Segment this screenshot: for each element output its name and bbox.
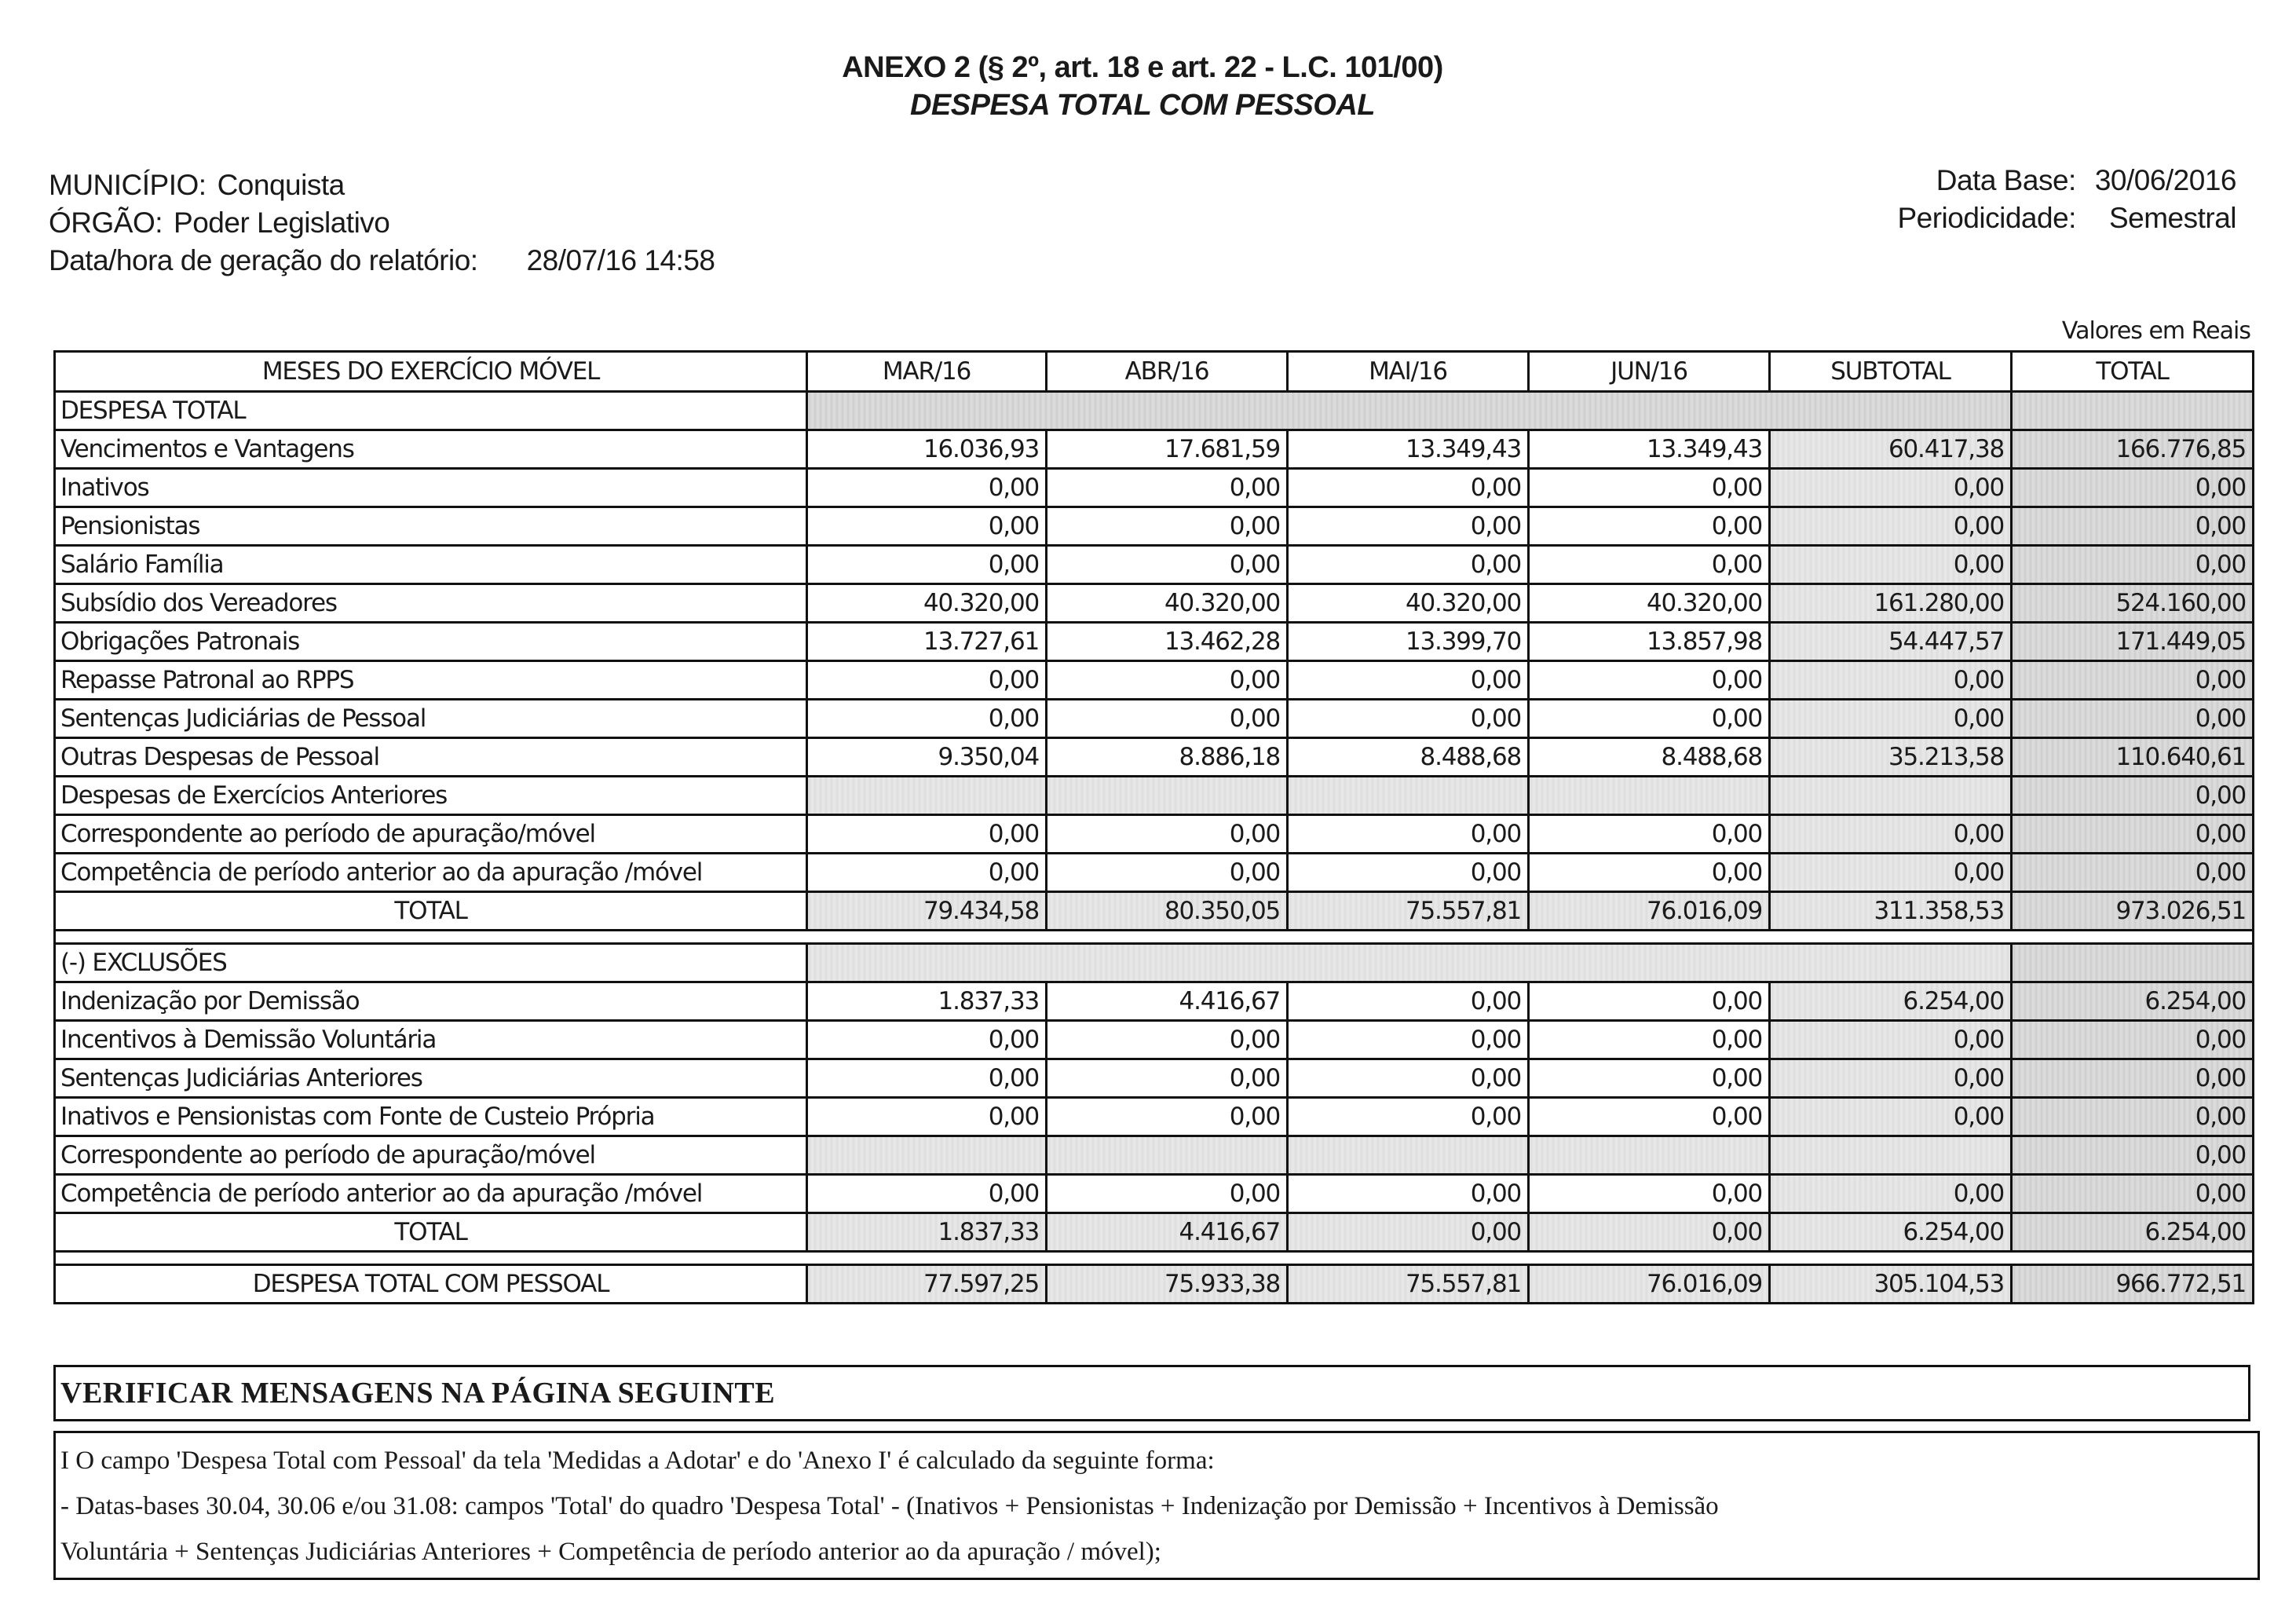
table-row (55, 1098, 2254, 1136)
cell-total: 166.776,85 (2012, 430, 2254, 469)
table-row-exclusoes-correspondente (55, 1136, 2254, 1175)
cell-jun: 40.320,00 (1529, 584, 1770, 623)
cell-abr: 13.462,28 (1047, 623, 1288, 661)
cell-abr: 0,00 (1047, 546, 1288, 584)
cell-mai: 0,00 (1288, 700, 1529, 738)
units-label: Valores em Reais (2061, 317, 2250, 345)
data-base-label: Data Base: (1936, 164, 2076, 196)
cell-jun: 0,00 (1529, 1213, 1770, 1252)
table-row (55, 430, 2254, 469)
cell-mar: 77.597,25 (807, 1265, 1047, 1304)
notes-box (53, 1431, 2260, 1580)
cell-subtotal: 0,00 (1770, 854, 2012, 892)
cell-abr: 0,00 (1047, 1021, 1288, 1059)
cell-mai: 0,00 (1288, 815, 1529, 854)
report-meta-right (1897, 162, 2236, 237)
cell-mar: 0,00 (807, 1021, 1047, 1059)
cell-mar: 0,00 (807, 854, 1047, 892)
section-label: (-) EXCLUSÕES (55, 944, 807, 982)
cell-jun: 0,00 (1529, 469, 1770, 507)
cell-total: 6.254,00 (2012, 982, 2254, 1021)
messages-headline-box (53, 1365, 2250, 1421)
note-line: - Datas-bases 30.04, 30.06 e/ou 31.08: campos 'Total' do quadro 'Despesa Total' - (Inativos + Pensionistas + Indenização por Demissão + Incentivos à Demissão (60, 1492, 1719, 1520)
table-row (55, 661, 2254, 700)
cell-total: 0,00 (2012, 700, 2254, 738)
shaded-cell (807, 944, 2012, 982)
cell-jun: 0,00 (1529, 700, 1770, 738)
cell-mai: 0,00 (1288, 854, 1529, 892)
table-row (55, 623, 2254, 661)
shaded-cell (807, 1136, 1047, 1175)
cell-subtotal: 161.280,00 (1770, 584, 2012, 623)
cell-total: 0,00 (2012, 507, 2254, 546)
row-label: Correspondente ao período de apuração/móvel (55, 1136, 807, 1175)
cell-abr: 40.320,00 (1047, 584, 1288, 623)
cell-total: 0,00 (2012, 661, 2254, 700)
cell-total: 0,00 (2012, 1136, 2254, 1175)
shaded-cell (1529, 1136, 1770, 1175)
table-row (55, 507, 2254, 546)
cell-total: 0,00 (2012, 1175, 2254, 1213)
cell-abr: 0,00 (1047, 1059, 1288, 1098)
periodicidade-label: Periodicidade: (1897, 202, 2076, 234)
cell-mar: 1.837,33 (807, 1213, 1047, 1252)
cell-total: 171.449,05 (2012, 623, 2254, 661)
cell-mar: 1.837,33 (807, 982, 1047, 1021)
table-spacer (55, 1252, 2254, 1265)
table-row (55, 1059, 2254, 1098)
cell-jun: 13.857,98 (1529, 623, 1770, 661)
cell-subtotal: 0,00 (1770, 661, 2012, 700)
row-label: Outras Despesas de Pessoal (55, 738, 807, 777)
cell-abr: 0,00 (1047, 1175, 1288, 1213)
note-line: I O campo 'Despesa Total com Pessoal' da tela 'Medidas a Adotar' e do 'Anexo I' é calculado da seguinte forma: (60, 1447, 1215, 1475)
shaded-cell (1529, 777, 1770, 815)
cell-mar: 0,00 (807, 507, 1047, 546)
shaded-cell (807, 392, 2012, 430)
cell-mai: 0,00 (1288, 1059, 1529, 1098)
cell-mar: 0,00 (807, 700, 1047, 738)
despesa-table (53, 350, 2254, 1304)
orgao-row (49, 204, 715, 242)
cell-total: 0,00 (2012, 777, 2254, 815)
orgao-value: Poder Legislativo (174, 207, 390, 239)
row-label: Incentivos à Demissão Voluntária (55, 1021, 807, 1059)
cell-mai: 0,00 (1288, 982, 1529, 1021)
cell-jun: 76.016,09 (1529, 892, 1770, 931)
row-label: Competência de período anterior ao da apuração /móvel (55, 1175, 807, 1213)
cell-abr: 4.416,67 (1047, 1213, 1288, 1252)
cell-subtotal: 311.358,53 (1770, 892, 2012, 931)
cell-mai: 75.557,81 (1288, 892, 1529, 931)
cell-subtotal: 0,00 (1770, 1059, 2012, 1098)
table-row (55, 546, 2254, 584)
table-row-despesa-total (55, 892, 2254, 931)
cell-total: 0,00 (2012, 854, 2254, 892)
shaded-cell (1288, 1136, 1529, 1175)
cell-mar: 79.434,58 (807, 892, 1047, 931)
row-label: Sentenças Judiciárias Anteriores (55, 1059, 807, 1098)
cell-subtotal: 6.254,00 (1770, 1213, 2012, 1252)
cell-abr: 0,00 (1047, 661, 1288, 700)
shaded-cell (2012, 944, 2254, 982)
cell-abr: 8.886,18 (1047, 738, 1288, 777)
cell-jun: 0,00 (1529, 982, 1770, 1021)
cell-subtotal: 60.417,38 (1770, 430, 2012, 469)
row-label: TOTAL (55, 892, 807, 931)
cell-total: 524.160,00 (2012, 584, 2254, 623)
table-row (55, 982, 2254, 1021)
spacer-cell (55, 931, 2254, 944)
cell-total: 0,00 (2012, 1098, 2254, 1136)
report-subtitle: DESPESA TOTAL COM PESSOAL (909, 89, 1376, 122)
cell-mai: 8.488,68 (1288, 738, 1529, 777)
data-base-value: 30/06/2016 (2094, 164, 2236, 196)
cell-jun: 0,00 (1529, 1021, 1770, 1059)
row-label: Inativos e Pensionistas com Fonte de Custeio Própria (55, 1098, 807, 1136)
cell-jun: 0,00 (1529, 854, 1770, 892)
cell-total: 0,00 (2012, 469, 2254, 507)
col-header-total: TOTAL (2012, 352, 2254, 392)
cell-jun: 0,00 (1529, 1098, 1770, 1136)
cell-total: 110.640,61 (2012, 738, 2254, 777)
messages-headline: VERIFICAR MENSAGENS NA PÁGINA SEGUINTE (60, 1377, 776, 1410)
orgao-label: ÓRGÃO: (49, 207, 163, 239)
cell-mai: 0,00 (1288, 1213, 1529, 1252)
cell-mai: 0,00 (1288, 661, 1529, 700)
cell-mar: 40.320,00 (807, 584, 1047, 623)
cell-abr: 0,00 (1047, 507, 1288, 546)
row-label: Salário Família (55, 546, 807, 584)
cell-jun: 0,00 (1529, 507, 1770, 546)
section-row-despesa-total (55, 392, 2254, 430)
cell-total: 966.772,51 (2012, 1265, 2254, 1304)
row-label: DESPESA TOTAL COM PESSOAL (55, 1265, 807, 1304)
row-label: Subsídio dos Vereadores (55, 584, 807, 623)
table-row-despesa-total-pessoal (55, 1265, 2254, 1304)
col-header-meses: MESES DO EXERCÍCIO MÓVEL (55, 352, 807, 392)
report-meta-left (49, 166, 715, 280)
cell-mar: 0,00 (807, 1098, 1047, 1136)
cell-jun: 8.488,68 (1529, 738, 1770, 777)
row-label: Correspondente ao período de apuração/móvel (55, 815, 807, 854)
row-label: TOTAL (55, 1213, 807, 1252)
note-line: Voluntária + Sentenças Judiciárias Anteriores + Competência de período anterior ao da apuração / móvel); (60, 1538, 1161, 1566)
shaded-cell (1770, 1136, 2012, 1175)
datahora-row (49, 242, 715, 280)
row-label: Repasse Patronal ao RPPS (55, 661, 807, 700)
shaded-cell (1288, 777, 1529, 815)
cell-total: 6.254,00 (2012, 1213, 2254, 1252)
table-row-exclusoes-total (55, 1213, 2254, 1252)
cell-total: 973.026,51 (2012, 892, 2254, 931)
table-row (55, 1021, 2254, 1059)
cell-abr: 75.933,38 (1047, 1265, 1288, 1304)
cell-abr: 17.681,59 (1047, 430, 1288, 469)
cell-mar: 0,00 (807, 1175, 1047, 1213)
cell-mai: 0,00 (1288, 1098, 1529, 1136)
row-label: Despesas de Exercícios Anteriores (55, 777, 807, 815)
data-base-row (1897, 162, 2236, 199)
table-header-row (55, 352, 2254, 392)
periodicidade-value: Semestral (2108, 202, 2236, 234)
cell-mai: 0,00 (1288, 546, 1529, 584)
shaded-cell (1770, 777, 2012, 815)
datahora-label: Data/hora de geração do relatório: (49, 244, 478, 276)
cell-jun: 0,00 (1529, 546, 1770, 584)
table-row (55, 584, 2254, 623)
cell-abr: 0,00 (1047, 1098, 1288, 1136)
cell-mai: 0,00 (1288, 1175, 1529, 1213)
cell-total: 0,00 (2012, 815, 2254, 854)
municipio-value: Conquista (217, 169, 345, 201)
cell-subtotal: 35.213,58 (1770, 738, 2012, 777)
row-label: Pensionistas (55, 507, 807, 546)
cell-subtotal: 0,00 (1770, 1098, 2012, 1136)
shaded-cell (1047, 777, 1288, 815)
cell-mar: 0,00 (807, 1059, 1047, 1098)
col-header-jun: JUN/16 (1529, 352, 1770, 392)
cell-mai: 13.349,43 (1288, 430, 1529, 469)
cell-subtotal: 6.254,00 (1770, 982, 2012, 1021)
cell-jun: 0,00 (1529, 1059, 1770, 1098)
cell-jun: 13.349,43 (1529, 430, 1770, 469)
col-header-subtotal: SUBTOTAL (1770, 352, 2012, 392)
cell-mai: 40.320,00 (1288, 584, 1529, 623)
cell-abr: 0,00 (1047, 700, 1288, 738)
row-label: Vencimentos e Vantagens (55, 430, 807, 469)
cell-subtotal: 0,00 (1770, 815, 2012, 854)
row-label: Inativos (55, 469, 807, 507)
table-row (55, 469, 2254, 507)
row-label: Obrigações Patronais (55, 623, 807, 661)
shaded-cell (807, 777, 1047, 815)
cell-mar: 13.727,61 (807, 623, 1047, 661)
spacer-cell (55, 1252, 2254, 1265)
cell-total: 0,00 (2012, 546, 2254, 584)
cell-abr: 0,00 (1047, 815, 1288, 854)
cell-subtotal: 0,00 (1770, 700, 2012, 738)
cell-subtotal: 305.104,53 (1770, 1265, 2012, 1304)
shaded-cell (2012, 392, 2254, 430)
cell-subtotal: 54.447,57 (1770, 623, 2012, 661)
cell-subtotal: 0,00 (1770, 1021, 2012, 1059)
periodicidade-row (1897, 199, 2236, 237)
cell-subtotal: 0,00 (1770, 1175, 2012, 1213)
cell-mai: 0,00 (1288, 1021, 1529, 1059)
cell-total: 0,00 (2012, 1059, 2254, 1098)
cell-abr: 0,00 (1047, 854, 1288, 892)
cell-mai: 75.557,81 (1288, 1265, 1529, 1304)
cell-abr: 0,00 (1047, 469, 1288, 507)
cell-jun: 76.016,09 (1529, 1265, 1770, 1304)
cell-subtotal: 0,00 (1770, 546, 2012, 584)
datahora-value: 28/07/16 14:58 (526, 244, 715, 276)
cell-mai: 0,00 (1288, 507, 1529, 546)
municipio-label: MUNICÍPIO: (49, 169, 207, 201)
cell-jun: 0,00 (1529, 661, 1770, 700)
cell-abr: 80.350,05 (1047, 892, 1288, 931)
cell-subtotal: 0,00 (1770, 507, 2012, 546)
cell-mar: 9.350,04 (807, 738, 1047, 777)
cell-mai: 13.399,70 (1288, 623, 1529, 661)
cell-jun: 0,00 (1529, 1175, 1770, 1213)
table-row (55, 815, 2254, 854)
cell-abr: 4.416,67 (1047, 982, 1288, 1021)
table-spacer (55, 931, 2254, 944)
table-row (55, 738, 2254, 777)
row-label: Competência de período anterior ao da apuração /móvel (55, 854, 807, 892)
section-label: DESPESA TOTAL (55, 392, 807, 430)
table-row (55, 1175, 2254, 1213)
row-label: Sentenças Judiciárias de Pessoal (55, 700, 807, 738)
row-label: Indenização por Demissão (55, 982, 807, 1021)
shaded-cell (1047, 1136, 1288, 1175)
table-row (55, 854, 2254, 892)
cell-subtotal: 0,00 (1770, 469, 2012, 507)
cell-mar: 16.036,93 (807, 430, 1047, 469)
table-row (55, 700, 2254, 738)
report-title: ANEXO 2 (§ 2º, art. 18 e art. 22 - L.C. 101/00) (842, 51, 1443, 84)
cell-mar: 0,00 (807, 815, 1047, 854)
col-header-mai: MAI/16 (1288, 352, 1529, 392)
cell-mar: 0,00 (807, 661, 1047, 700)
cell-total: 0,00 (2012, 1021, 2254, 1059)
cell-mai: 0,00 (1288, 469, 1529, 507)
table-row-despesas-anteriores (55, 777, 2254, 815)
col-header-mar: MAR/16 (807, 352, 1047, 392)
cell-mar: 0,00 (807, 469, 1047, 507)
cell-jun: 0,00 (1529, 815, 1770, 854)
col-header-abr: ABR/16 (1047, 352, 1288, 392)
report-title-block (0, 49, 2285, 124)
section-row-exclusoes (55, 944, 2254, 982)
cell-mar: 0,00 (807, 546, 1047, 584)
municipio-row (49, 166, 715, 204)
